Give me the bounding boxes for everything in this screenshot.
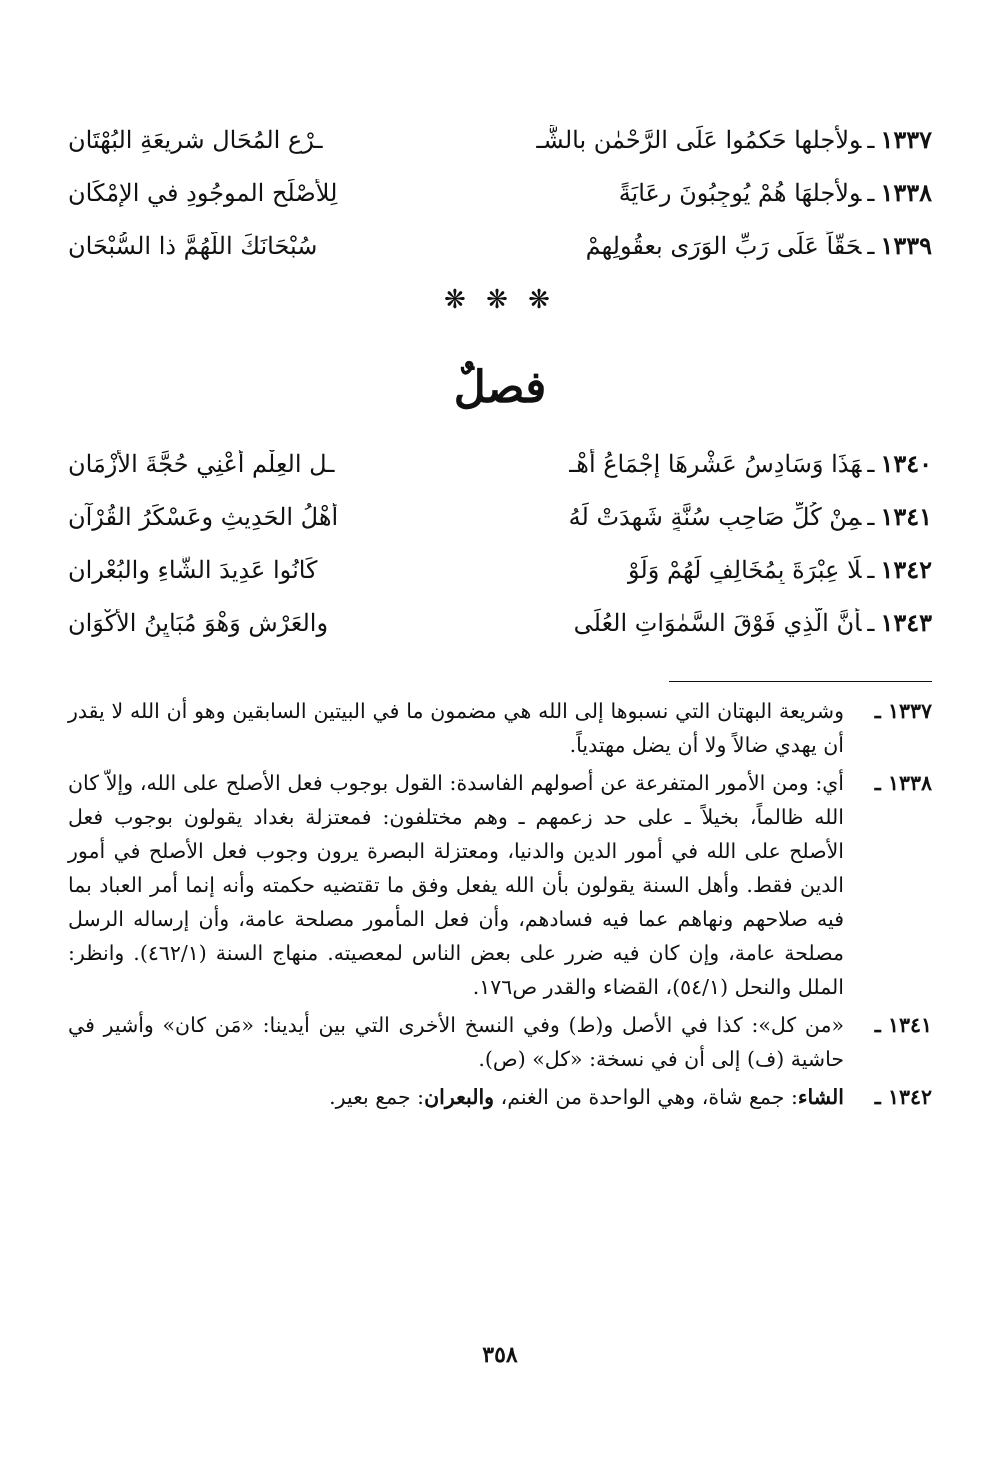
ornament-separator: ❋ ❋ ❋ xyxy=(444,285,556,315)
footnote xyxy=(68,1008,932,1076)
verses-bottom xyxy=(68,437,932,649)
verse-second-hemistich: أَهْلُ الحَدِيثِ وعَسْكَرُ القُرْآنِ xyxy=(68,502,339,531)
verse-first-hemistich: ١٣٤٠ـهَذَا وَسَادِسُ عَشْرِهَا إِجْمَاعُ أهْـ xyxy=(569,449,932,478)
verse-number: ١٣٤٠ xyxy=(880,449,932,478)
verse-first-text: أَنَّ الَّذِي فَوْقَ السَّمٰوَاتِ العُلَى xyxy=(573,609,862,637)
verse-first-text: حَقّاً عَلَى رَبِّ الوَرَى بعقُولِهِمْ xyxy=(585,232,862,260)
footnote-text xyxy=(68,1080,844,1114)
footnote-term: والبعران xyxy=(424,1085,495,1109)
verse-number: ١٣٣٨ xyxy=(880,178,932,207)
footnote-text: «من كل»: كذا في الأصل و(ط) وفي النسخ الأخرى التي بين أيدينا: «مَن كان» وأشير في حاشية (ف) إلى أن في نسخة: «كل» (ص). xyxy=(68,1013,844,1071)
page-number: ٣٥٨ xyxy=(482,1342,518,1368)
verse-row xyxy=(68,113,932,166)
section-heading: فصلٌ xyxy=(453,362,547,413)
verse-row xyxy=(68,166,932,219)
verse-second-hemistich: لِلأَصْلَحِ الموجُودِ في الإِمْكَانِ xyxy=(68,178,338,207)
footnote-divider xyxy=(669,681,932,682)
footnote xyxy=(68,766,932,1004)
footnote-number: ١٣٣٧ ـ xyxy=(874,699,932,723)
verse-number: ١٣٣٧ xyxy=(880,125,932,154)
verse-row xyxy=(68,219,932,272)
verse-row xyxy=(68,437,932,490)
footnote-number: ١٣٣٨ ـ xyxy=(874,771,932,795)
footnote-number: ١٣٤٢ ـ xyxy=(874,1085,932,1109)
verse-first-hemistich: ١٣٤٢ـلَا عِبْرَةَ بِمُخَالِفٍ لَهُمْ وَلَوْ xyxy=(628,555,932,584)
verse-number: ١٣٤٢ xyxy=(880,555,932,584)
verse-second-hemistich: ـلِ العِلْمِ أعْنِي حُجَّةَ الأزْمَانِ xyxy=(68,449,335,478)
verse-first-hemistich: ١٣٤١ـمِنْ كُلِّ صَاحِبِ سُنَّةٍ شَهِدَتْ لَهُ xyxy=(568,502,932,531)
verse-first-text: لَا عِبْرَةَ بِمُخَالِفٍ لَهُمْ وَلَوْ xyxy=(628,556,862,584)
verse-second-hemistich: كَانُوا عَدِيدَ الشَّاءِ والبُعْرانِ xyxy=(68,555,318,584)
footnote-definition: : جمع شاة، وهي الواحدة من الغنم، xyxy=(494,1085,798,1109)
footnote-text: وشريعة البهتان التي نسبوها إلى الله هي مضمون ما في البيتين السابقين وهو أن الله لا يقدر أن يهدي ضالاً ولا أن يضل مهتدياً. xyxy=(68,699,844,757)
verse-first-hemistich: ١٣٤٣ـأَنَّ الَّذِي فَوْقَ السَّمٰوَاتِ العُلَى xyxy=(573,608,932,637)
verse-row xyxy=(68,543,932,596)
verse-second-hemistich: سُبْحَانَكَ اللَّهُمَّ ذا السُّبْحَانِ xyxy=(68,231,318,260)
verse-first-hemistich: ١٣٣٨ـولأجلهَا هُمْ يُوجِبُونَ رِعَايَةً xyxy=(618,178,932,207)
footnote xyxy=(68,694,932,762)
verse-first-text: ولأجلهَا هُمْ يُوجِبُونَ رِعَايَةً xyxy=(618,179,862,207)
verse-first-text: مِنْ كُلِّ صَاحِبِ سُنَّةٍ شَهِدَتْ لَهُ xyxy=(568,503,862,531)
footnote-number: ١٣٤١ ـ xyxy=(874,1013,932,1037)
footnote-definition: : جمع بعير. xyxy=(329,1085,425,1109)
verse-second-hemistich: والعَرْشِ وَهْوَ مُبَايِنُ الأكْوَانِ xyxy=(68,608,329,637)
footnotes xyxy=(68,694,932,1118)
verse-first-text: هَذَا وَسَادِسُ عَشْرِهَا إِجْمَاعُ أهْـ xyxy=(569,450,862,478)
verse-first-text: ولأجلها حَكمُوا عَلَى الرَّحْمٰنِ بالشَّـ xyxy=(536,126,862,154)
verse-number: ١٣٤١ xyxy=(880,502,932,531)
footnote-term: الشاء xyxy=(797,1085,844,1109)
footnote-text: أي: ومن الأمور المتفرعة عن أصولهم الفاسدة: القول بوجوب فعل الأصلح على الله، وإلاّ كان الله ظالماً، بخيلاً ـ على حد زعمهم ـ وهم مختلفون: فمعتزلة بغداد يقولون بوجوب فعل الأصلح على الله في أمور الدين والدنيا، ومعتزلة البصرة يرون وجوب فعل الأصلح في أمور الدين فقط. وأهل السنة يقولون بأن الله يفعل وفق ما تقتضيه حكمته وأنه إنما أمر العباد بما فيه صلاحهم ونهاهم عما فيه فسادهم، وأن فعل المأمور مصلحة عامة، وأن إرساله الرسل مصلحة عامة، وإن كان فيه ضرر على بعض الناس لمعصيته. منهاج السنة (٤٦٢/١). وانظر: الملل والنحل (٥٤/١)، القضاء والقدر ص١٧٦. xyxy=(68,771,844,999)
footnote xyxy=(68,1080,932,1114)
verse-number: ١٣٣٩ xyxy=(880,231,932,260)
verse-row xyxy=(68,490,932,543)
verse-second-hemistich: ـرْعِ المُحَالِ شريعَةِ البُهْتَانِ xyxy=(68,125,323,154)
verse-first-hemistich: ١٣٣٩ـحَقّاً عَلَى رَبِّ الوَرَى بعقُولِهِمْ xyxy=(585,231,932,260)
verse-row xyxy=(68,596,932,649)
verse-first-hemistich: ١٣٣٧ـولأجلها حَكمُوا عَلَى الرَّحْمٰنِ بالشَّـ xyxy=(536,125,932,154)
verses-top xyxy=(68,113,932,272)
verse-number: ١٣٤٣ xyxy=(880,608,932,637)
